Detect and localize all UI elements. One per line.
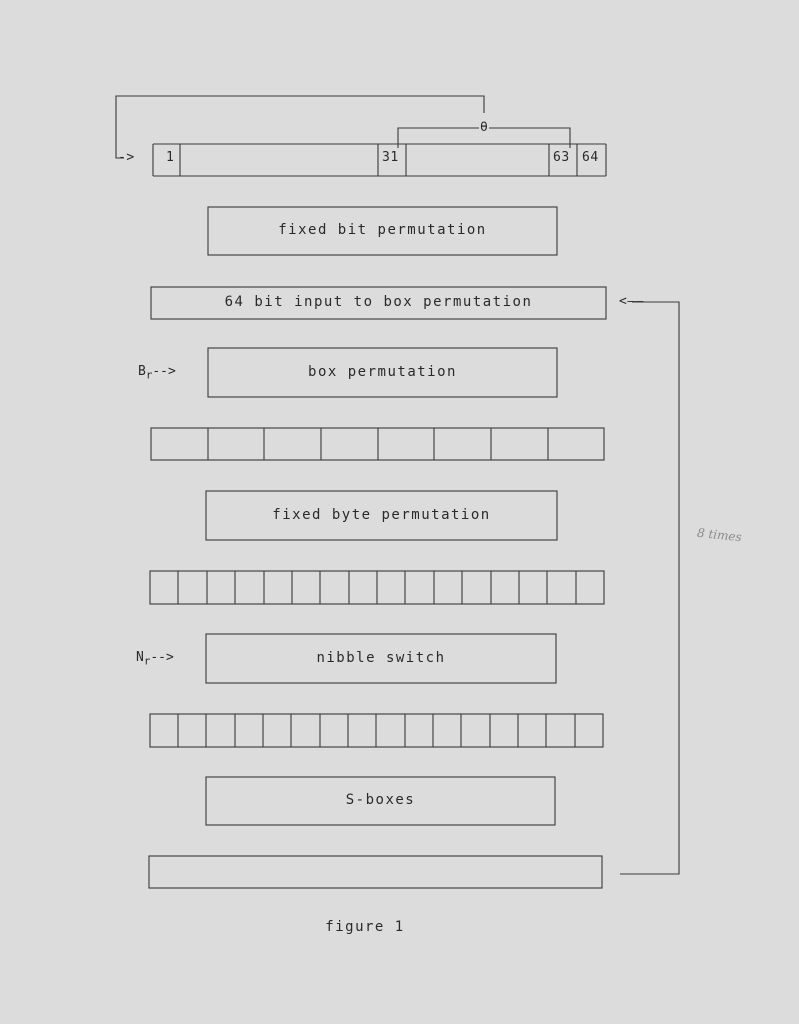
box-input-label: 64 bit input to box permutation bbox=[224, 294, 533, 310]
nibble-key-label: $N_r-->$ bbox=[136, 650, 174, 668]
byte-row bbox=[151, 428, 604, 460]
feedback-loop-line bbox=[116, 96, 484, 158]
nibble-row-1 bbox=[150, 571, 604, 604]
register-bit-31: 31 bbox=[382, 150, 399, 165]
nibble-switch-label: nibble switch bbox=[316, 650, 446, 666]
register-bit-1: 1 bbox=[166, 150, 175, 165]
box-key-label: $B_r-->$ bbox=[138, 364, 176, 382]
fixed-bit-permutation-label: fixed bit permutation bbox=[278, 222, 487, 238]
iteration-note: 8 times bbox=[696, 525, 743, 545]
box-permutation-label: box permutation bbox=[308, 364, 457, 380]
nibble-row-2 bbox=[150, 714, 603, 747]
s-boxes-label: S-boxes bbox=[345, 792, 416, 808]
xor-symbol: θ bbox=[480, 120, 489, 135]
output-row bbox=[149, 856, 602, 888]
register-row bbox=[153, 144, 606, 176]
iteration-loop-line bbox=[620, 302, 679, 874]
register-bit-64: 64 bbox=[582, 150, 599, 165]
register-bit-63: 63 bbox=[553, 150, 570, 165]
loop-return-arrow: <—— bbox=[619, 294, 644, 309]
feed-arrow: -> bbox=[118, 150, 135, 165]
figure-caption: figure 1 bbox=[325, 919, 405, 935]
fixed-byte-permutation-label: fixed byte permutation bbox=[272, 507, 491, 523]
